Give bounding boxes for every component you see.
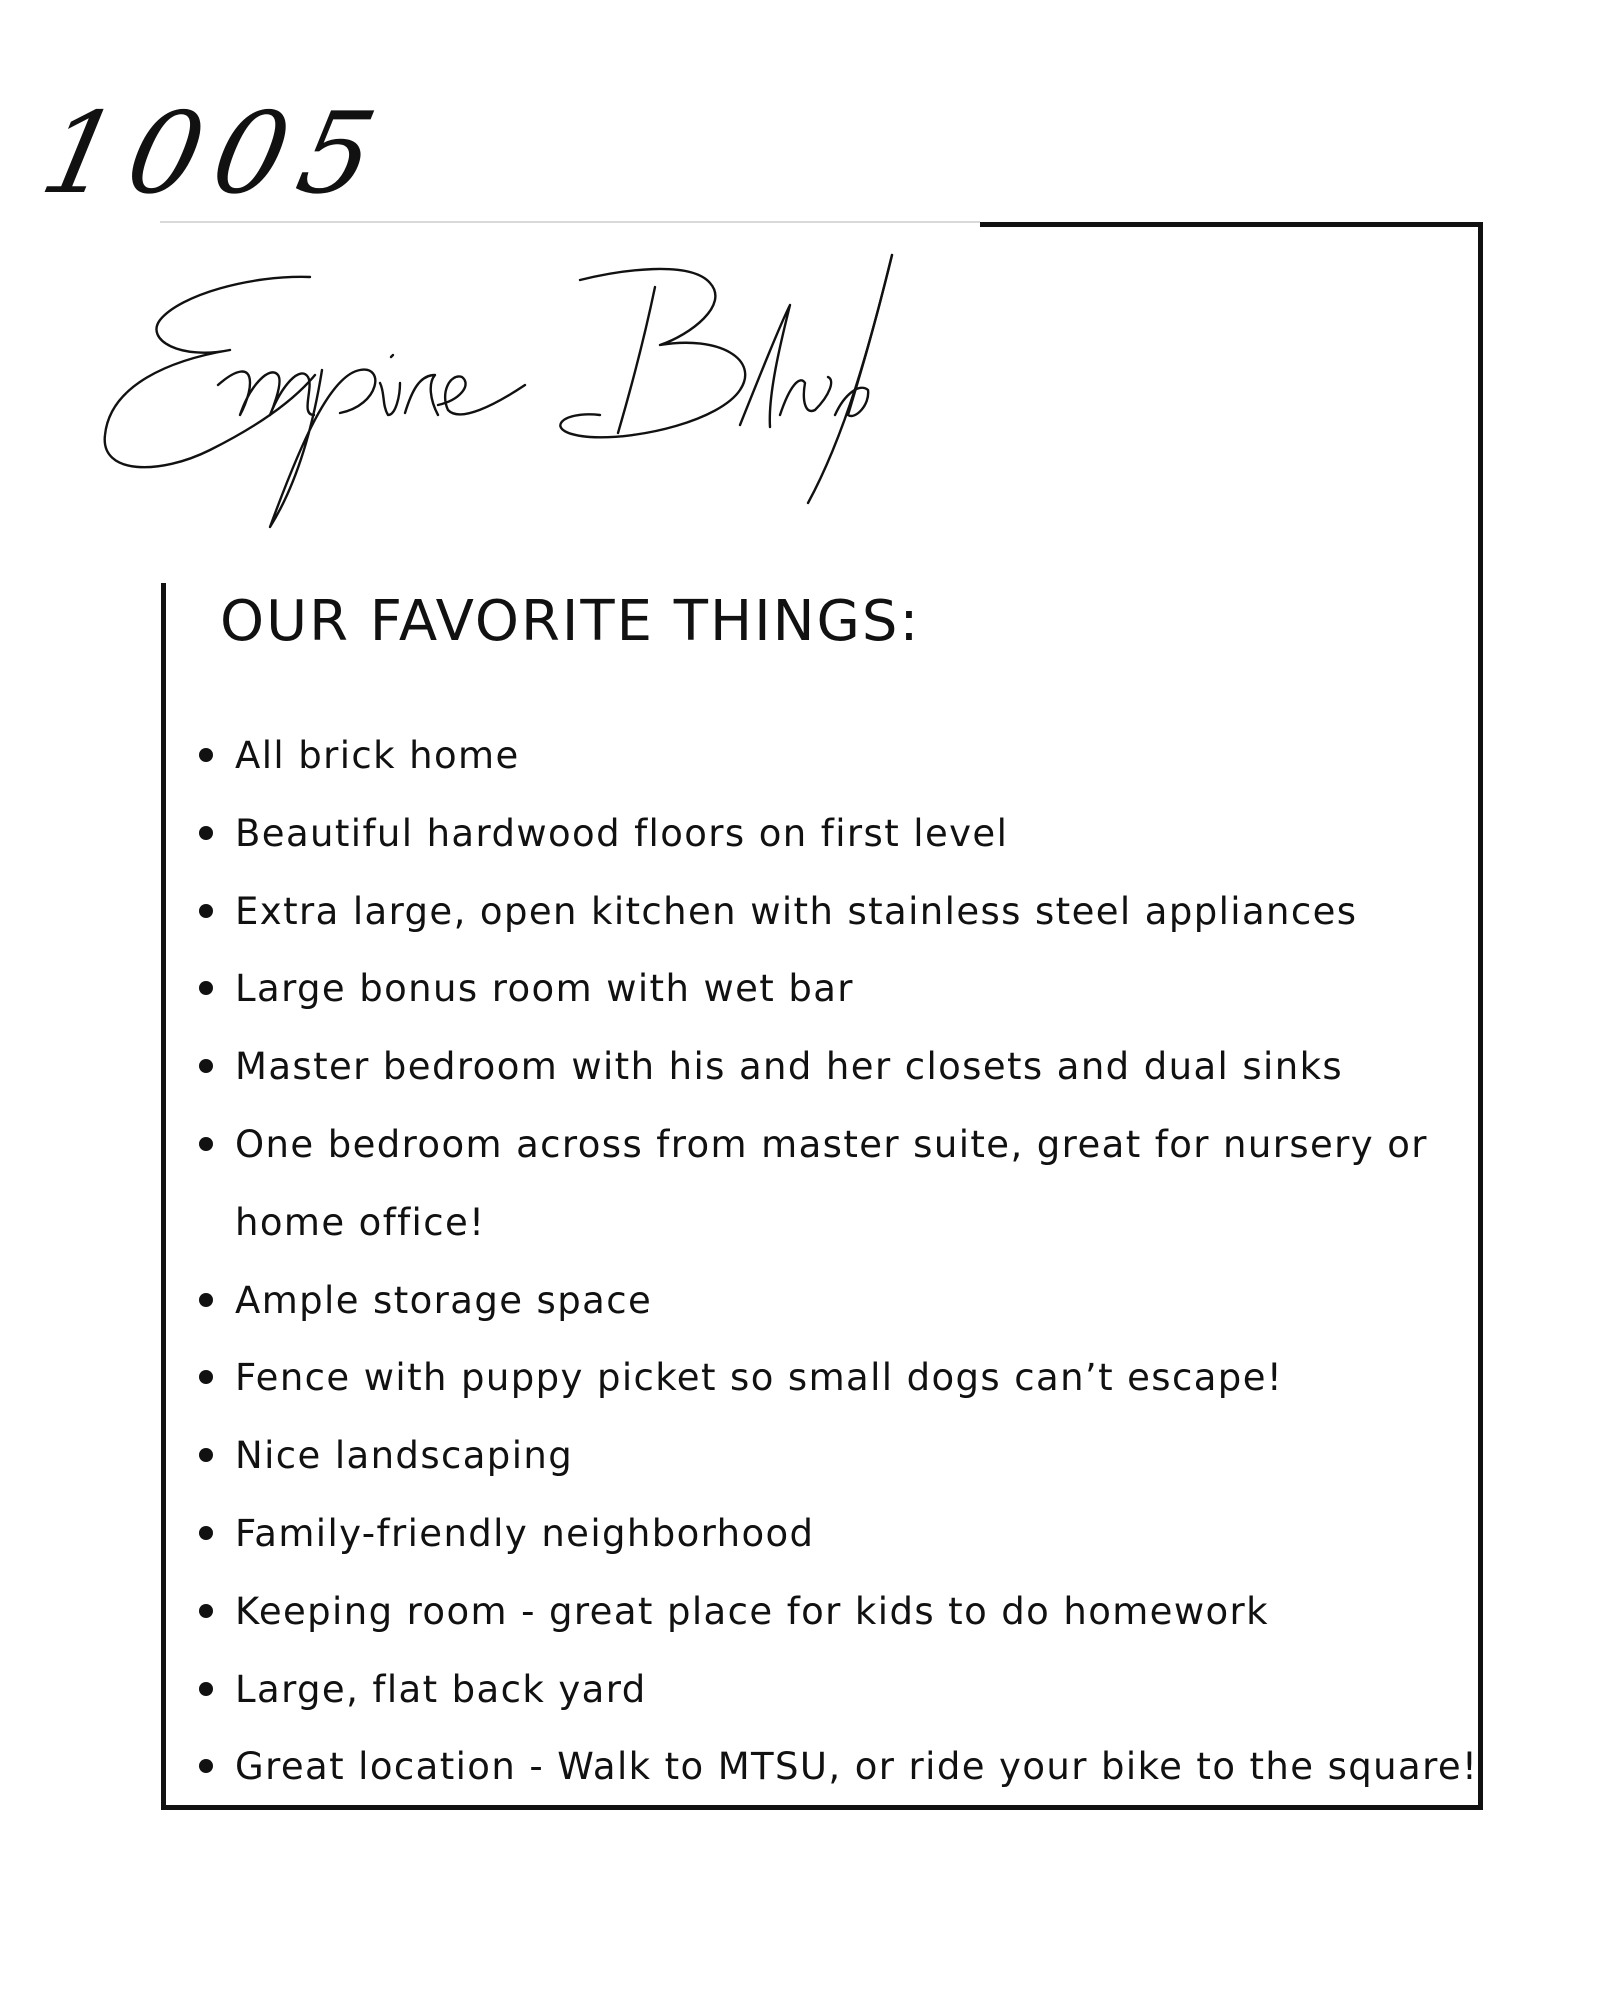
list-item: [195, 1262, 1485, 1340]
list-item-text: Family-friendly neighborhood: [235, 1511, 815, 1555]
bullet-icon: [199, 748, 213, 762]
house-number-text: 1005: [31, 88, 400, 219]
bullet-icon: [199, 1526, 213, 1540]
divider-line: [160, 221, 980, 223]
list-item: [195, 1028, 1485, 1106]
list-item-text: Great location - Walk to MTSU, or ride your bike to the square!: [235, 1745, 1479, 1789]
script-letter-e: [105, 277, 315, 467]
frame-border-left: [161, 583, 166, 1810]
list-item: [195, 873, 1485, 951]
favorites-list: [195, 717, 1485, 1806]
list-item: [195, 1728, 1485, 1806]
bullet-icon: [199, 1759, 213, 1773]
bullet-icon: [199, 904, 213, 918]
bullet-icon: [199, 1604, 213, 1618]
bullet-icon: [199, 1293, 213, 1307]
list-item-text: Large, flat back yard: [235, 1667, 647, 1711]
script-letters-mpire: [218, 355, 525, 527]
list-item-text: Extra large, open kitchen with stainless steel appliances: [235, 889, 1358, 933]
list-item-text: Nice landscaping: [235, 1434, 574, 1478]
list-item-text: Master bedroom with his and her closets and dual sinks: [235, 1045, 1344, 1089]
list-item-text: Keeping room - great place for kids to do homework: [235, 1589, 1269, 1633]
house-number-heading: [31, 88, 400, 222]
list-item: [195, 795, 1485, 873]
list-item-text: Large bonus room with wet bar: [235, 967, 854, 1011]
list-item: [195, 1417, 1485, 1495]
list-item-text: Fence with puppy picket so small dogs can’t escape!: [235, 1356, 1284, 1400]
list-item: [195, 1495, 1485, 1573]
script-letter-b: [560, 269, 745, 437]
list-item: [195, 1651, 1485, 1729]
list-item: [195, 1106, 1485, 1262]
list-item-text: Ample storage space: [235, 1278, 653, 1322]
bullet-icon: [199, 1137, 213, 1151]
list-item-text: One bedroom across from master suite, great for nursery or home office!: [235, 1122, 1428, 1244]
list-item: [195, 717, 1485, 795]
bullet-icon: [199, 1059, 213, 1073]
bullet-icon: [199, 1448, 213, 1462]
frame-border-top: [980, 222, 1483, 227]
bullet-icon: [199, 981, 213, 995]
script-letters-lvd: [740, 255, 892, 503]
list-item: [195, 1339, 1485, 1417]
list-item: [195, 1573, 1485, 1651]
bullet-icon: [199, 1370, 213, 1384]
list-item-text: All brick home: [235, 734, 520, 777]
favorites-title: OUR FAVORITE THINGS:: [220, 589, 921, 654]
bullet-icon: [199, 826, 213, 840]
list-item: [195, 950, 1485, 1028]
bullet-icon: [199, 1682, 213, 1696]
list-item-text: Beautiful hardwood floors on first level: [235, 811, 1009, 855]
street-name-script: [100, 265, 1060, 550]
